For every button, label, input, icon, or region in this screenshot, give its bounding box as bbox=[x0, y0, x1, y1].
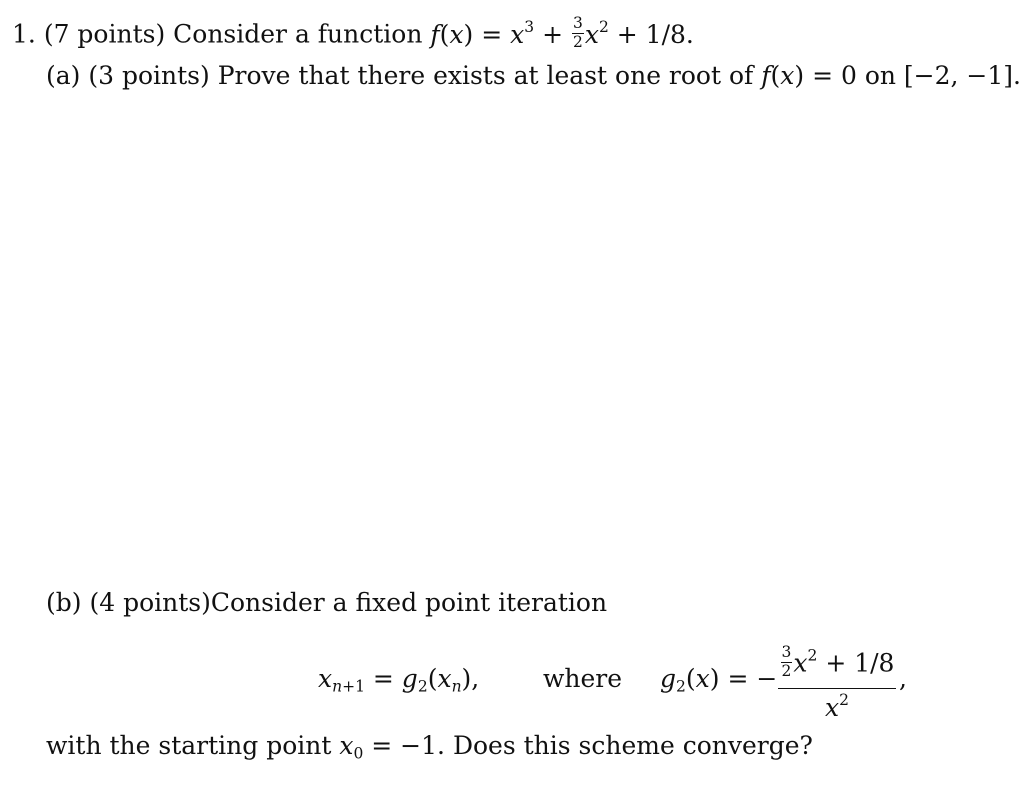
part-a-statement bbox=[46, 63, 1021, 88]
iteration-formula: $x_{n+1} = g_2(x_n)$, bbox=[318, 664, 480, 696]
g2-numerator: $\frac{3}{2}$ $x^2 + 1/8$ bbox=[781, 643, 895, 680]
problem-1-statement bbox=[12, 14, 694, 53]
starting-point-value: $x_0 = -1$. bbox=[339, 731, 445, 763]
part-b-intro: (4 points)Consider a fixed point iteration bbox=[89, 588, 608, 617]
g2-denominator: $x^2$ bbox=[825, 690, 849, 722]
convergence-question: Does this scheme converge? bbox=[452, 731, 813, 760]
part-b-label: (b) bbox=[46, 588, 82, 617]
starting-point-question bbox=[46, 731, 813, 763]
g2-fraction bbox=[778, 643, 896, 722]
g2-lhs: $g_2(x)$ = − bbox=[660, 664, 778, 696]
part-a-label: (a) bbox=[46, 61, 81, 90]
equation-comma: , bbox=[899, 664, 907, 693]
problem-points-text: (7 points) Consider a function bbox=[43, 19, 423, 49]
where-word: where bbox=[543, 664, 623, 693]
problem-number: 1. bbox=[12, 19, 36, 49]
part-b-statement bbox=[46, 590, 607, 615]
part-a-text: (3 points) Prove that there exists at least one root of bbox=[88, 61, 754, 90]
starting-point-text: with the starting point bbox=[46, 731, 332, 760]
function-definition: $f(x) = x^3$ + $\frac{3}{2}$ $x^2 + 1/8$. bbox=[430, 14, 694, 51]
part-a-math: f(x) = 0 on [−2, −1]. bbox=[761, 61, 1021, 90]
